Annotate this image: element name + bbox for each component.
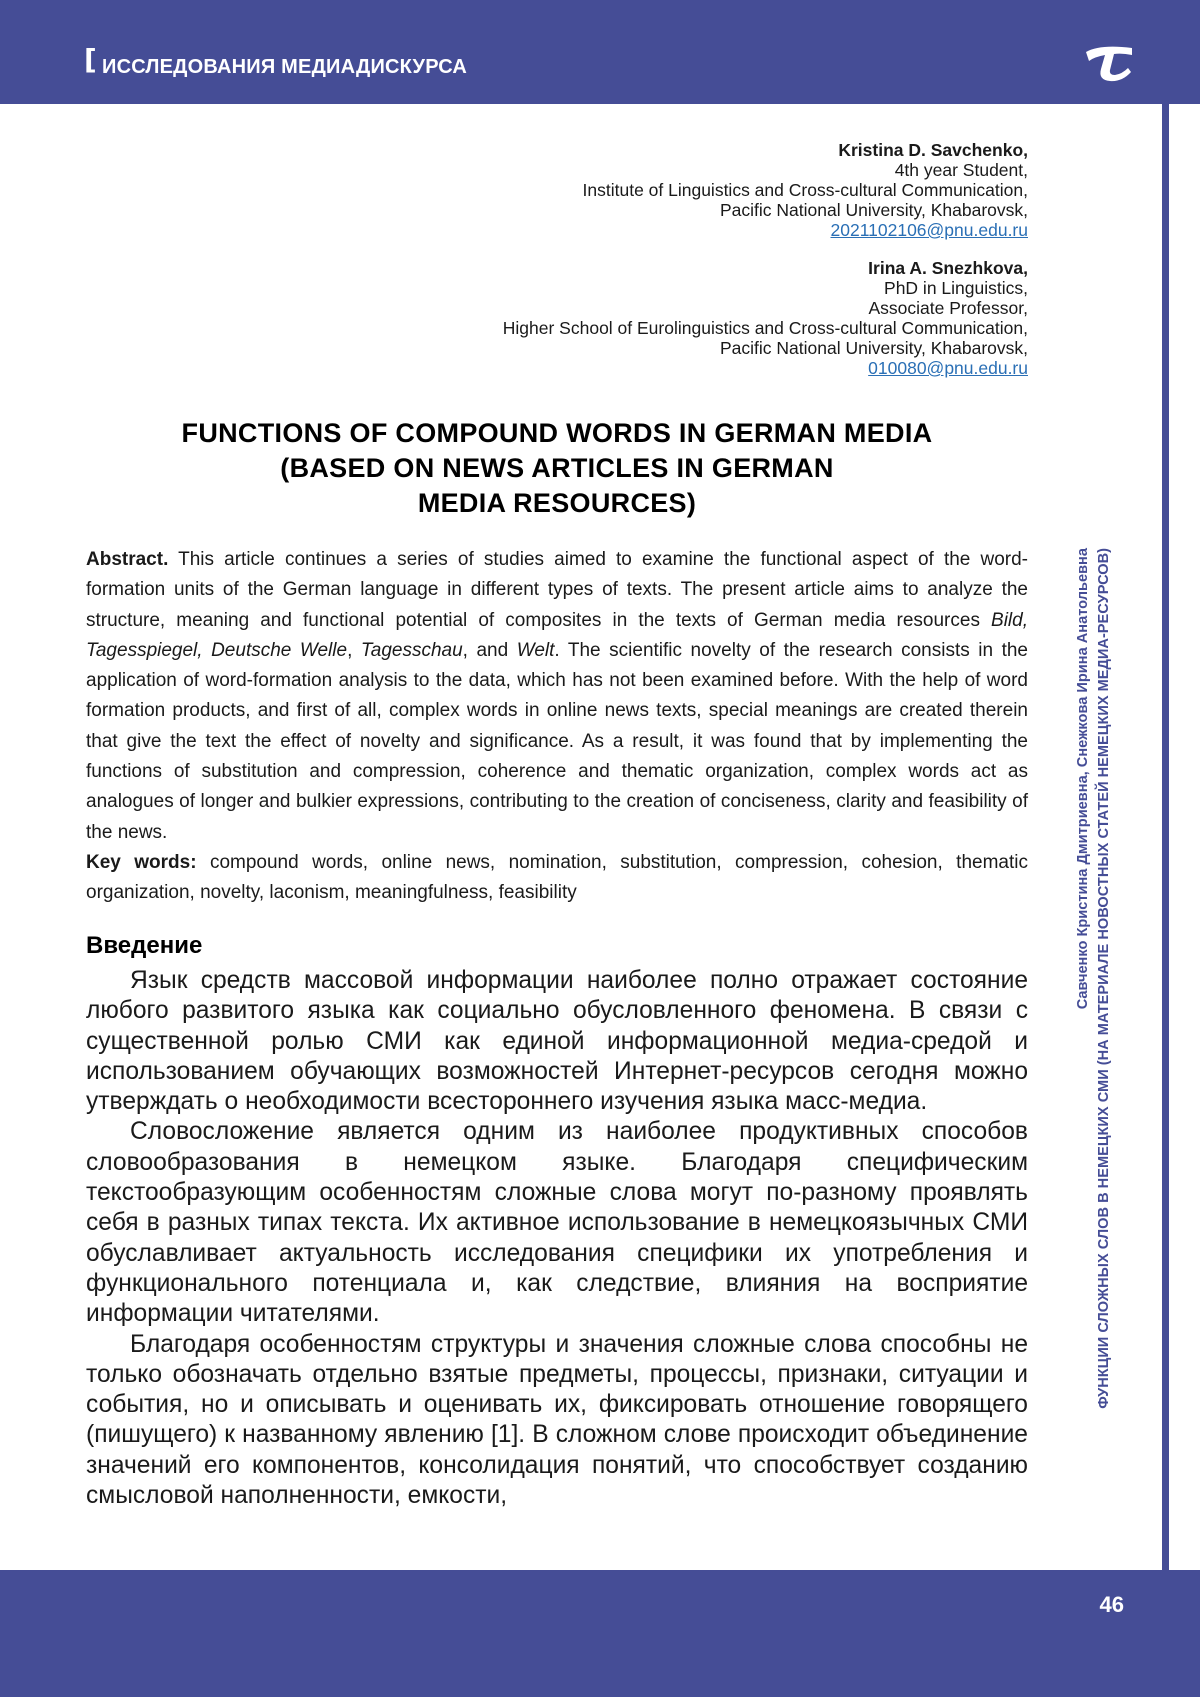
abstract-paragraph — [86, 545, 1028, 848]
body-paragraph: Благодаря особенностям структуры и значения сложные слова способны не только обозначать отдельно взятые предметы, процессы, признаки, ситуации и события, но и описывать и оценивать их, фиксировать отношение говорящего (пишущего) к названному явлению [1]. В сложном слове происходит объединение значений его компонентов, консолидация понятий, что способствует созданию смысловой наполненности, емкости, — [86, 1330, 1028, 1510]
author-block — [328, 140, 1028, 240]
side-title: ФУНКЦИИ СЛОЖНЫХ СЛОВ В НЕМЕЦКИХ СМИ (НА МАТЕРИАЛЕ НОВОСТНЫХ СТАТЕЙ НЕМЕЦКИХ МЕДИА-РЕСУРСОВ) — [1096, 548, 1112, 1409]
keywords-paragraph — [86, 848, 1028, 909]
title-line: FUNCTIONS OF COMPOUND WORDS IN GERMAN MEDIA — [181, 418, 933, 448]
section-title: ИССЛЕДОВАНИЯ МЕДИАДИСКУРСА — [102, 56, 468, 78]
author-block — [328, 258, 1028, 378]
keywords-text: compound words, online news, nomination, substitution, compression, cohesion, thematic organization, novelty, laconism, meaningfulness, feasibility — [86, 851, 1028, 904]
media-name: Tagesschau — [360, 639, 463, 661]
author-university: Pacific National University, Khabarovsk, — [720, 200, 1028, 220]
page-number: 46 — [1099, 1592, 1124, 1617]
author-university: Pacific National University, Khabarovsk, — [720, 338, 1028, 358]
abstract-label: Abstract. — [86, 549, 169, 570]
title-line: MEDIA RESOURCES) — [417, 488, 697, 518]
keywords-label: Key words: — [86, 851, 197, 873]
article-title — [86, 416, 1028, 521]
media-name: Welt — [516, 639, 555, 661]
abstract-text: . The scientific novelty of the research consists in the application of word-formation analysis to the data, which has not been examined before. With the help of word formation products, and first of all, complex words in online news texts, special meanings are created therein that give the text the effect of novelty and significance. As a result, it was found that by implementing the functions of substitution and compression, coherence and thematic organization, complex words act as analogues of longer and bulkier expressions, contributing to the creation of conciseness, clarity and feasibility of the news. — [86, 639, 1029, 843]
journal-logo-icon — [1082, 42, 1136, 82]
media-names: Bild, Tagesspiegel, Deutsche Welle — [86, 609, 1028, 661]
journal-header — [0, 0, 1200, 104]
side-authors: Савченко Кристина Дмитриевна, Снежкова Ирина Анатольевна — [1075, 548, 1091, 1010]
side-accent-bar — [1162, 104, 1169, 1570]
author-institute: Higher School of Eurolinguistics and Cross-cultural Communication, — [502, 318, 1028, 338]
body-text — [86, 966, 1028, 1511]
running-side-text — [1073, 548, 1115, 1528]
page-footer — [0, 1570, 1200, 1697]
author-email-link[interactable]: 2021102106@pnu.edu.ru — [830, 220, 1028, 240]
header-bracket: [ — [84, 43, 97, 76]
abstract-section — [86, 545, 1028, 909]
body-paragraph: Словосложение является одним из наиболее продуктивных способов словообразования в немецком языке. Благодаря специфическим текстообразующим особенностям сложные слова могут по-разному проявлять себя в разных типах текста. Их активное использование в немецкоязычных СМИ обуславливает актуальность исследования специфики их употребления и функционального потенциала и, как следствие, влияния на восприятие информации читателями. — [86, 1118, 1028, 1328]
title-line: (BASED ON NEWS ARTICLES IN GERMAN — [280, 453, 834, 483]
body-paragraph: Язык средств массовой информации наиболее полно отражает состояние любого развитого языка как социально обусловленного феномена. В связи с существенной ролью СМИ как единой информационной медиа-средой и использованием обучающих возможностей Интернет-ресурсов сегодня можно утверждать о необходимости всестороннего изучения языка масс-медиа. — [86, 967, 1028, 1116]
author-name: Kristina D. Savchenko, — [838, 140, 1028, 160]
author-name: Irina A. Snezhkova, — [868, 258, 1028, 278]
separator: , — [347, 639, 361, 661]
author-email-link[interactable]: 010080@pnu.edu.ru — [868, 358, 1028, 378]
section-heading: Введение — [86, 932, 203, 959]
author-institute: Institute of Linguistics and Cross-cultural Communication, — [582, 180, 1028, 200]
author-position: Associate Professor, — [868, 298, 1028, 318]
separator: , and — [462, 639, 517, 661]
author-position: 4th year Student, — [894, 160, 1028, 180]
abstract-text: This article continues a series of studies aimed to examine the functional aspect of the word-formation units of the German language in different types of texts. The present article aims to analyze the structure, meaning and functional potential of composites in the texts of German media resources — [86, 549, 1028, 631]
author-info — [328, 140, 1028, 396]
author-degree: PhD in Linguistics, — [884, 278, 1028, 298]
